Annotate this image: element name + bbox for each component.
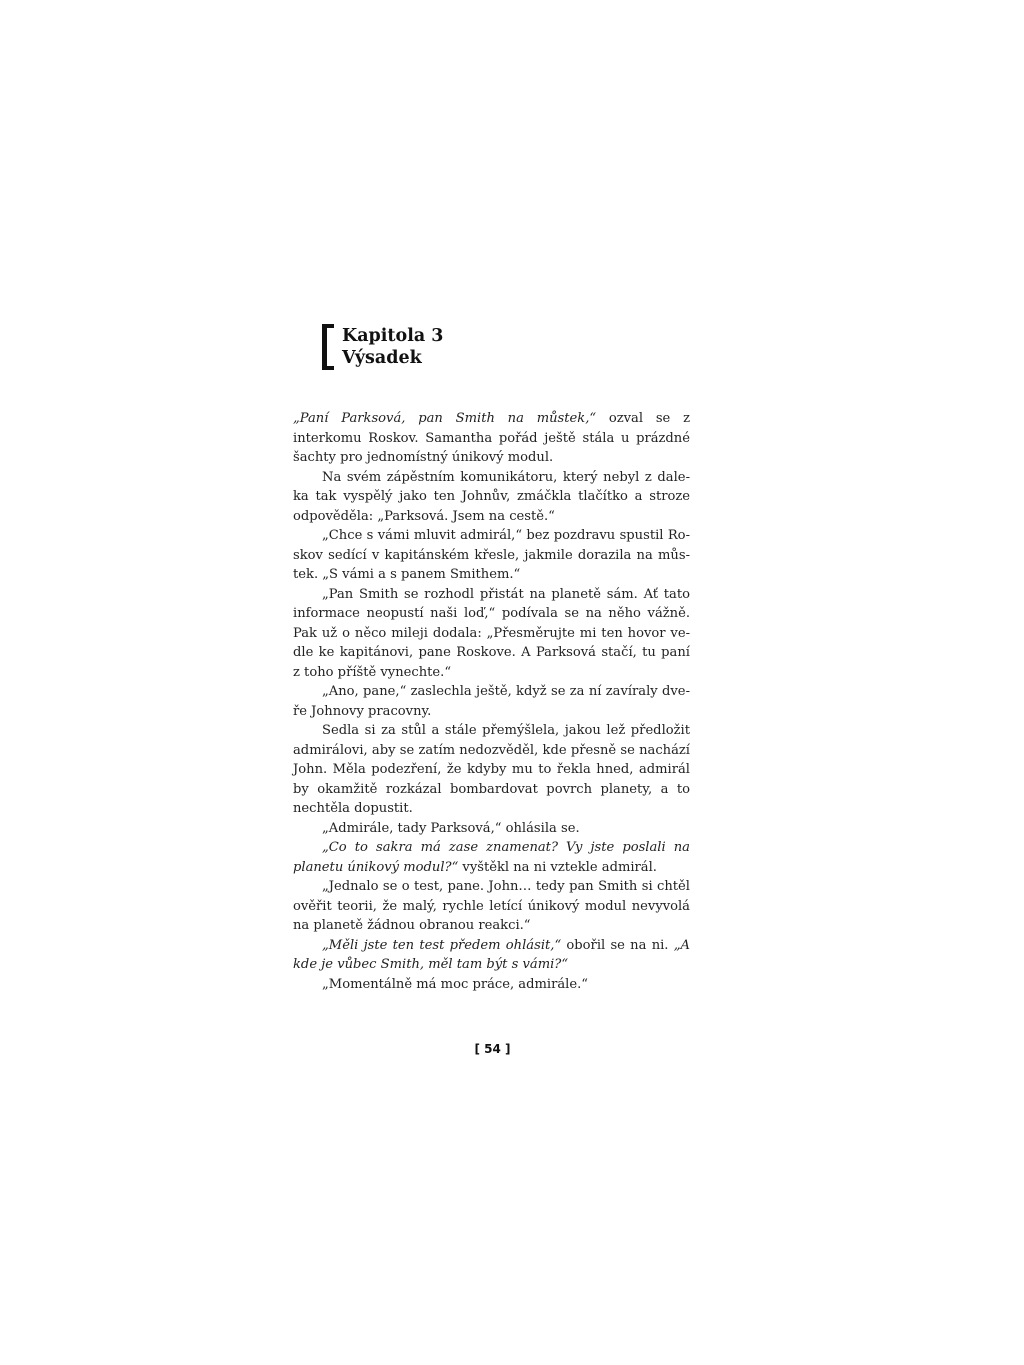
text-run: „Chce s vámi mluvit admirál,“ bez pozdravu spustil Roskov sedící v kapitánském křesle, jakmile dorazila na můstek. „S vámi a s panem Smithem.“ <box>293 528 690 582</box>
text-run: „Pan Smith se rozhodl přistát na planetě sám. Ať tato informace neopustí naši loď,“ podívala se na něho vážně. Pak už o něco mileji dodala: „Přesměrujte mi ten hovor vedle ke kapitánovi, pane Roskove. A Parksová stačí, tu paní z toho příště vynechte.“ <box>293 586 690 680</box>
paragraph <box>293 819 690 839</box>
paragraph <box>293 975 690 995</box>
chapter-titles <box>342 325 443 369</box>
text-run: „Momentálně má moc práce, admirále.“ <box>322 976 588 992</box>
paragraph <box>293 468 690 527</box>
text-run: Na svém zápěstním komunikátoru, který nebyl z daleka tak vyspělý jako ten Johnův, zmáčkla tlačítko a stroze odpověděla: „Parksová. Jsem na cestě.“ <box>293 469 690 524</box>
text-run: „Admirále, tady Parksová,“ ohlásila se. <box>322 820 580 836</box>
italic-run: „Paní Parksová, pan Smith na můstek,“ <box>293 411 597 426</box>
italic-run: „Co to sakra má zase znamenat? Vy jste poslali na planetu únikový modul?“ <box>293 840 690 875</box>
paragraph <box>293 682 690 721</box>
text-run: vyštěkl na ni vztekle admirál. <box>458 859 657 875</box>
paragraph <box>293 721 690 819</box>
italic-run: „A kde je vůbec Smith, měl tam být s vámi?“ <box>293 937 690 972</box>
chapter-number: Kapitola 3 <box>342 326 444 346</box>
italic-run: „Měli jste ten test předem ohlásit,“ <box>322 937 562 953</box>
chapter-bracket-ornament <box>322 324 334 370</box>
paragraph <box>293 409 690 468</box>
paragraph <box>293 585 690 683</box>
text-run: ozval se z interkomu Roskov. Samantha pořád ještě stála u prázdné šachty pro jednomístný únikový modul. <box>293 411 690 465</box>
body-text <box>293 409 690 994</box>
text-run: obořil se na ni. <box>561 937 674 953</box>
paragraph <box>293 936 690 975</box>
paragraph <box>293 838 690 877</box>
text-run: „Jednalo se o test, pane. John… tedy pan Smith si chtěl ověřit teorii, že malý, rychle letící únikový modul nevyvolá na planetě žádnou obranou reakci.“ <box>293 879 690 933</box>
text-run: Sedla si za stůl a stále přemýšlela, jakou lež předložit admirálovi, aby se zatím nedozvěděl, kde přesně se nachází John. Měla podezření, že kdyby mu to řekla hned, admirál by okamžitě rozkázal bombardovat povrch planety, a to nechtěla dopustit. <box>293 723 690 816</box>
chapter-title: Výsadek <box>342 348 422 368</box>
paragraph <box>293 526 690 585</box>
text-run: „Ano, pane,“ zaslechla ještě, když se za ní zavíraly dveře Johnovy pracovny. <box>293 684 690 719</box>
paragraph <box>293 877 690 936</box>
page-number: [ 54 ] <box>474 1042 511 1056</box>
